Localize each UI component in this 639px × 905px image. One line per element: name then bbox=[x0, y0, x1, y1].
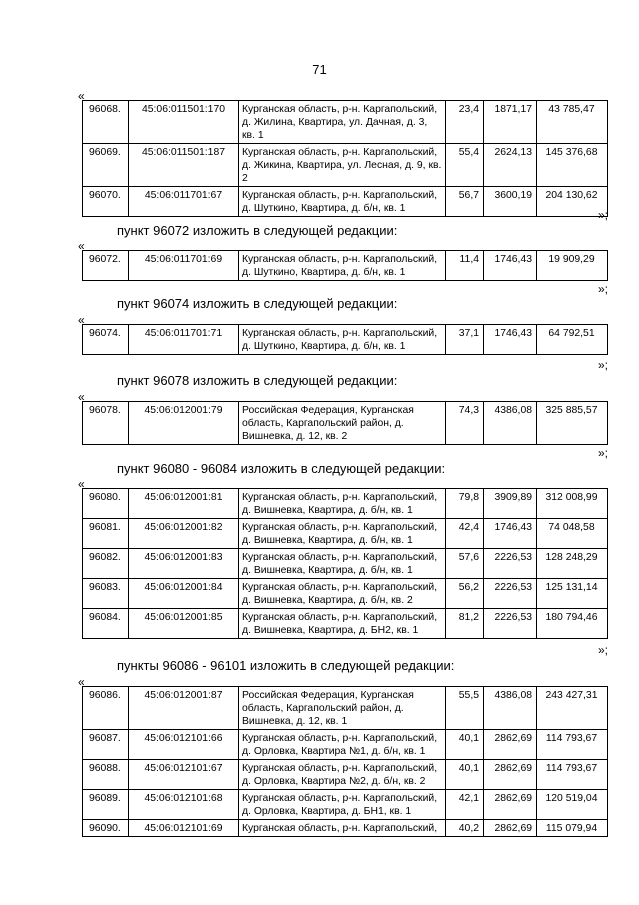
quote-close: »; bbox=[598, 208, 609, 222]
cell-addr: Курганская область, р-н. Каргапольский, д. Вишневка, Квартира, д. БН2, кв. 1 bbox=[239, 609, 446, 639]
quote-open: « bbox=[78, 313, 85, 327]
cell-cad: 45:06:011701:71 bbox=[129, 325, 239, 355]
cell-cad: 45:06:012101:67 bbox=[129, 760, 239, 790]
cell-num: 96090. bbox=[83, 820, 129, 837]
table-row bbox=[83, 609, 608, 639]
cell-addr: Курганская область, р-н. Каргапольский, д. Орловка, Квартира №1, д. б/н, кв. 1 bbox=[239, 730, 446, 760]
cell-num: 96086. bbox=[83, 687, 129, 730]
table-row bbox=[83, 730, 608, 760]
table-row bbox=[83, 489, 608, 519]
cell-cad: 45:06:012001:85 bbox=[129, 609, 239, 639]
cell-rate: 3909,89 bbox=[484, 489, 537, 519]
instruction-text: пункт 96072 изложить в следующей редакции: bbox=[117, 223, 398, 238]
cell-rate: 3600,19 bbox=[484, 187, 537, 217]
cell-rate: 1746,43 bbox=[484, 251, 537, 281]
registry-table-4 bbox=[82, 401, 608, 445]
cell-cost: 114 793,67 bbox=[537, 760, 608, 790]
cell-cad: 45:06:012001:79 bbox=[129, 402, 239, 445]
cell-addr: Курганская область, р-н. Каргапольский, д. Вишневка, Квартира, д. б/н, кв. 2 bbox=[239, 579, 446, 609]
cell-area: 40,1 bbox=[446, 730, 484, 760]
registry-table-2 bbox=[82, 250, 608, 281]
cell-area: 81,2 bbox=[446, 609, 484, 639]
cell-area: 42,4 bbox=[446, 519, 484, 549]
cell-addr: Курганская область, р-н. Каргапольский, bbox=[239, 820, 446, 837]
cell-cost: 114 793,67 bbox=[537, 730, 608, 760]
table-row bbox=[83, 144, 608, 187]
cell-addr: Курганская область, р-н. Каргапольский, д. Орловка, Квартира, д. БН1, кв. 1 bbox=[239, 790, 446, 820]
cell-cad: 45:06:012001:82 bbox=[129, 519, 239, 549]
registry-table-6 bbox=[82, 686, 608, 837]
cell-area: 56,2 bbox=[446, 579, 484, 609]
cell-addr: Курганская область, р-н. Каргапольский, д. Орловка, Квартира №2, д. б/н, кв. 2 bbox=[239, 760, 446, 790]
cell-area: 56,7 bbox=[446, 187, 484, 217]
cell-num: 96074. bbox=[83, 325, 129, 355]
cell-rate: 2624,13 bbox=[484, 144, 537, 187]
cell-rate: 1746,43 bbox=[484, 519, 537, 549]
cell-cad: 45:06:011701:69 bbox=[129, 251, 239, 281]
cell-num: 96072. bbox=[83, 251, 129, 281]
cell-addr: Курганская область, р-н. Каргапольский, д. Вишневка, Квартира, д. б/н, кв. 1 bbox=[239, 549, 446, 579]
cell-num: 96082. bbox=[83, 549, 129, 579]
table-row bbox=[83, 820, 608, 837]
cell-rate: 4386,08 bbox=[484, 687, 537, 730]
table-row bbox=[83, 402, 608, 445]
cell-cost: 120 519,04 bbox=[537, 790, 608, 820]
instruction-text: пункт 96080 - 96084 изложить в следующей редакции: bbox=[117, 461, 446, 476]
cell-area: 11,4 bbox=[446, 251, 484, 281]
cell-rate: 1746,43 bbox=[484, 325, 537, 355]
table-row bbox=[83, 760, 608, 790]
registry-table-1 bbox=[82, 100, 608, 217]
quote-open: « bbox=[78, 477, 85, 491]
cell-area: 40,2 bbox=[446, 820, 484, 837]
cell-addr: Курганская область, р-н. Каргапольский, д. Жилина, Квартира, ул. Дачная, д. 3, кв. 1 bbox=[239, 101, 446, 144]
cell-num: 96069. bbox=[83, 144, 129, 187]
cell-cost: 145 376,68 bbox=[537, 144, 608, 187]
cell-cost: 325 885,57 bbox=[537, 402, 608, 445]
table-row bbox=[83, 251, 608, 281]
table-row bbox=[83, 549, 608, 579]
cell-area: 57,6 bbox=[446, 549, 484, 579]
cell-num: 96087. bbox=[83, 730, 129, 760]
table-row bbox=[83, 101, 608, 144]
quote-open: « bbox=[78, 239, 85, 253]
table-row bbox=[83, 790, 608, 820]
cell-cost: 243 427,31 bbox=[537, 687, 608, 730]
cell-num: 96068. bbox=[83, 101, 129, 144]
cell-cost: 74 048,58 bbox=[537, 519, 608, 549]
quote-open: « bbox=[78, 89, 85, 103]
cell-cost: 128 248,29 bbox=[537, 549, 608, 579]
cell-addr: Курганская область, р-н. Каргапольский, д. Вишневка, Квартира, д. б/н, кв. 1 bbox=[239, 489, 446, 519]
cell-addr: Российская Федерация, Курганская область, Каргапольский район, д. Вишневка, д. 12, кв. 2 bbox=[239, 402, 446, 445]
cell-cad: 45:06:011501:187 bbox=[129, 144, 239, 187]
cell-addr: Курганская область, р-н. Каргапольский, д. Шуткино, Квартира, д. б/н, кв. 1 bbox=[239, 187, 446, 217]
cell-rate: 2226,53 bbox=[484, 549, 537, 579]
cell-area: 42,1 bbox=[446, 790, 484, 820]
cell-cost: 180 794,46 bbox=[537, 609, 608, 639]
cell-num: 96083. bbox=[83, 579, 129, 609]
table-row bbox=[83, 519, 608, 549]
cell-area: 23,4 bbox=[446, 101, 484, 144]
cell-rate: 2226,53 bbox=[484, 609, 537, 639]
cell-rate: 2862,69 bbox=[484, 760, 537, 790]
cell-num: 96080. bbox=[83, 489, 129, 519]
quote-open: « bbox=[78, 675, 85, 689]
cell-rate: 2862,69 bbox=[484, 790, 537, 820]
quote-close: »; bbox=[598, 446, 609, 460]
cell-cost: 204 130,62 bbox=[537, 187, 608, 217]
quote-close: »; bbox=[598, 643, 609, 657]
cell-cad: 45:06:012001:83 bbox=[129, 549, 239, 579]
cell-num: 96081. bbox=[83, 519, 129, 549]
table-row bbox=[83, 187, 608, 217]
cell-rate: 2862,69 bbox=[484, 730, 537, 760]
cell-cad: 45:06:011501:170 bbox=[129, 101, 239, 144]
cell-cost: 43 785,47 bbox=[537, 101, 608, 144]
table-row bbox=[83, 579, 608, 609]
page-number: 71 bbox=[312, 62, 327, 77]
cell-cad: 45:06:012101:66 bbox=[129, 730, 239, 760]
cell-area: 40,1 bbox=[446, 760, 484, 790]
cell-area: 74,3 bbox=[446, 402, 484, 445]
cell-addr: Курганская область, р-н. Каргапольский, д. Жикина, Квартира, ул. Лесная, д. 9, кв. 2 bbox=[239, 144, 446, 187]
cell-num: 96084. bbox=[83, 609, 129, 639]
cell-area: 55,5 bbox=[446, 687, 484, 730]
cell-num: 96089. bbox=[83, 790, 129, 820]
quote-close: »; bbox=[598, 282, 609, 296]
cell-cad: 45:06:011701:67 bbox=[129, 187, 239, 217]
cell-rate: 4386,08 bbox=[484, 402, 537, 445]
cell-cost: 312 008,99 bbox=[537, 489, 608, 519]
cell-area: 37,1 bbox=[446, 325, 484, 355]
cell-cad: 45:06:012001:84 bbox=[129, 579, 239, 609]
registry-table-5 bbox=[82, 488, 608, 639]
cell-cad: 45:06:012101:69 bbox=[129, 820, 239, 837]
cell-cost: 64 792,51 bbox=[537, 325, 608, 355]
cell-rate: 1871,17 bbox=[484, 101, 537, 144]
cell-cost: 125 131,14 bbox=[537, 579, 608, 609]
quote-open: « bbox=[78, 390, 85, 404]
table-row bbox=[83, 687, 608, 730]
cell-cad: 45:06:012001:81 bbox=[129, 489, 239, 519]
cell-addr: Курганская область, р-н. Каргапольский, д. Вишневка, Квартира, д. б/н, кв. 1 bbox=[239, 519, 446, 549]
table-row bbox=[83, 325, 608, 355]
instruction-text: пункт 96074 изложить в следующей редакции: bbox=[117, 296, 398, 311]
cell-rate: 2226,53 bbox=[484, 579, 537, 609]
cell-num: 96088. bbox=[83, 760, 129, 790]
cell-area: 79,8 bbox=[446, 489, 484, 519]
registry-table-3 bbox=[82, 324, 608, 355]
cell-cad: 45:06:012101:68 bbox=[129, 790, 239, 820]
cell-addr: Курганская область, р-н. Каргапольский, д. Шуткино, Квартира, д. б/н, кв. 1 bbox=[239, 325, 446, 355]
cell-cad: 45:06:012001:87 bbox=[129, 687, 239, 730]
instruction-text: пункты 96086 - 96101 изложить в следующей редакции: bbox=[117, 658, 455, 673]
cell-rate: 2862,69 bbox=[484, 820, 537, 837]
cell-num: 96070. bbox=[83, 187, 129, 217]
cell-addr: Российская Федерация, Курганская область, Каргапольский район, д. Вишневка, д. 12, кв. 1 bbox=[239, 687, 446, 730]
cell-num: 96078. bbox=[83, 402, 129, 445]
cell-area: 55,4 bbox=[446, 144, 484, 187]
instruction-text: пункт 96078 изложить в следующей редакции: bbox=[117, 373, 398, 388]
cell-cost: 19 909,29 bbox=[537, 251, 608, 281]
cell-addr: Курганская область, р-н. Каргапольский, д. Шуткино, Квартира, д. б/н, кв. 1 bbox=[239, 251, 446, 281]
cell-cost: 115 079,94 bbox=[537, 820, 608, 837]
quote-close: »; bbox=[598, 358, 609, 372]
